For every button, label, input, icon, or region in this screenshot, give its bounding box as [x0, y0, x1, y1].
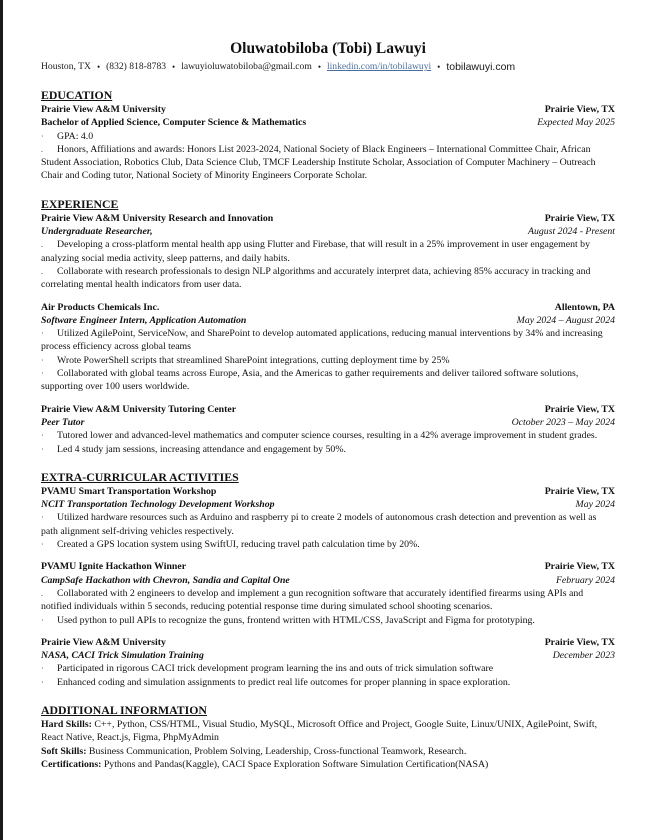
role-title: Peer Tutor: [41, 416, 85, 428]
activity-entry: [41, 636, 615, 689]
org-name: Air Products Chemicals Inc.: [41, 301, 160, 313]
section-title-extracurricular: EXTRA-CURRICULAR ACTIVITIES: [41, 469, 239, 484]
entry-role-row: [41, 649, 615, 662]
entry-role-row: [41, 574, 615, 587]
bullet-text: Participated in rigorous CACI trick development program learning the ins and outs of trick simulation software: [57, 663, 494, 675]
bullet-text: Enhanced coding and simulation assignments to predict real life outcomes for proper planning in space exploration.: [57, 676, 511, 688]
hard-skills-text: C++, Python, CSS/HTML, Visual Studio, MySQL, Microsoft Office and Project, Google Suite, Linux/UNIX, AgilePoint, Swift, React Native, React.js, Figma, PhpMyAdmin: [41, 718, 598, 744]
hard-skills: [41, 718, 615, 745]
location: Houston, TX: [41, 61, 91, 72]
bullet-marker: .: [41, 588, 43, 598]
role-title: Undergraduate Researcher,: [41, 226, 153, 238]
entry-header-row: [41, 560, 615, 573]
list-item: [41, 429, 615, 442]
bullet-text: Wrote PowerShell scripts that streamlined SharePoint integrations, cutting deployment time by 25%: [57, 354, 450, 366]
hard-skills-label: Hard Skills:: [41, 718, 92, 730]
bullet-text: Led 4 study jam sessions, increasing attendance and engagement by 50%.: [57, 443, 346, 455]
org-name: Prairie View A&M University Tutoring Center: [41, 403, 237, 415]
bullet-text: GPA: 4.0: [57, 130, 94, 142]
list-item: [41, 130, 615, 143]
separator-dot: •: [317, 62, 321, 72]
bullet-marker: ·: [41, 131, 44, 141]
role-title: CampSafe Hackathon with Chevron, Sandia and Capital One: [41, 574, 290, 586]
entry-role-row: [41, 314, 615, 327]
role-title: NCIT Transportation Technology Development Workshop: [41, 499, 275, 511]
role-date: February 2024: [555, 574, 615, 586]
bullet-marker: ·: [41, 431, 44, 441]
website-link[interactable]: tobilawuyi.com: [446, 61, 516, 73]
experience-entry: [41, 212, 615, 292]
education-school-row: [41, 103, 615, 116]
role-date: May 2024 – August 2024: [516, 314, 615, 326]
bullet-text: Honors, Affiliations and awards: Honors List 2023-2024, National Society of Black Engineers – International Committee Chair, African Student Association, Robotics Club, Data Science Club, TMCF Leadership Institute Scholar, Association of Computer Machinery – Outreach Chair and Coding tutor, National Society of Minority Engineers Corporate Scholar.: [41, 143, 596, 182]
bullet-marker: ·: [41, 355, 44, 365]
bullet-marker: .: [41, 144, 43, 154]
bullet-marker: ·: [41, 540, 44, 550]
org-name: PVAMU Smart Transportation Workshop: [41, 485, 217, 497]
list-item: [41, 367, 615, 394]
bullet-text: Collaborated with global teams across Europe, Asia, and the Americas to gather requirements and deliver tailored software solutions, supporting over 100 users worldwide.: [41, 368, 579, 393]
experience-entry: [41, 301, 615, 394]
list-item: [41, 587, 615, 614]
school-name: Prairie View A&M University: [41, 104, 166, 115]
section-title-experience: EXPERIENCE: [41, 196, 119, 211]
list-item: [41, 538, 615, 551]
entry-header-row: [41, 485, 615, 498]
bullet-text: Utilized hardware resources such as Arduino and raspberry pi to create 2 models of autonomous crash detection and prevention as well as path alignment self-driving vehicles respectively.: [41, 512, 597, 537]
soft-skills: [41, 745, 615, 758]
bullet-text: Collaborate with research professionals to design NLP algorithms and accurately interpret data, achieving 85% accuracy in tracking and correlating mental health indicators from user data.: [41, 265, 591, 291]
bullet-marker: ·: [41, 513, 44, 523]
bullet-text: Used python to pull APIs to recognize the guns, frontend written with HTML/CSS, JavaScript and Figma for prototyping.: [57, 614, 535, 626]
entry-role-row: [41, 498, 615, 511]
separator-dot: •: [172, 62, 176, 72]
role-date: December 2023: [552, 650, 615, 662]
list-item: [41, 354, 615, 367]
certifications: [41, 758, 615, 771]
entry-header-row: [41, 403, 615, 416]
phone: (832) 818-8783: [106, 61, 167, 72]
org-location: Prairie View, TX: [544, 403, 615, 415]
soft-skills-label: Soft Skills:: [41, 745, 87, 757]
bullet-marker: ·: [41, 615, 44, 625]
entry-header-row: [41, 301, 615, 314]
section-title-education: EDUCATION: [41, 88, 113, 102]
list-item: [41, 238, 615, 265]
list-item: [41, 265, 615, 292]
contact-line: [41, 60, 615, 74]
email[interactable]: lawuyioluwatobiloba@gmail.com: [181, 61, 312, 72]
bullet-text: Developing a cross-platform mental health app using Flutter and Firebase, that will result in a 25% improvement in user engagement by analyzing social media activity, sleep patterns, and daily habits.: [41, 239, 590, 264]
entry-role-row: [41, 416, 615, 429]
bullet-text: Created a GPS location system using SwiftUI, reducing travel path calculation time by 20%.: [57, 539, 420, 551]
org-location: Prairie View, TX: [544, 636, 615, 648]
linkedin-link[interactable]: linkedin.com/in/tobilawuyi: [326, 61, 432, 72]
bullet-marker: ·: [41, 444, 44, 454]
candidate-name: Oluwatobiloba (Tobi) Lawuyi: [230, 40, 426, 57]
entry-header-row: [41, 636, 615, 649]
bullet-marker: ·: [41, 329, 44, 339]
separator-dot: •: [437, 62, 441, 72]
certifications-text: Pythons and Pandas(Kaggle), CACI Space Exploration Software Simulation Certification(NASA): [103, 758, 489, 770]
bullet-text: Utilized AgilePoint, ServiceNow, and SharePoint to develop automated applications, reducing manual interventions by 34% and increasing process efficiency across global teams: [41, 328, 603, 353]
org-name: Prairie View A&M University: [41, 636, 166, 648]
org-location: Prairie View, TX: [544, 485, 615, 497]
entry-header-row: [41, 212, 615, 225]
bullet-marker: .: [41, 240, 43, 250]
bullet-marker: ·: [41, 677, 44, 687]
activity-entry: [41, 560, 615, 626]
org-name: Prairie View A&M University Research and Innovation: [41, 212, 274, 224]
soft-skills-text: Business Communication, Problem Solving, Leadership, Cross-functional Teamwork, Research.: [88, 745, 467, 757]
role-title: NASA, CACI Trick Simulation Training: [41, 650, 204, 662]
degree-date: Expected May 2025: [537, 117, 615, 129]
role-date: May 2024: [575, 499, 615, 511]
school-location: Prairie View, TX: [544, 104, 615, 115]
org-name: PVAMU Ignite Hackathon Winner: [41, 561, 187, 573]
separator-dot: •: [96, 62, 101, 72]
role-date: October 2023 – May 2024: [511, 416, 615, 428]
bullet-text: Collaborated with 2 engineers to develop and implement a gun recognition software that accurately identified firearms using APIs and notified individuals within 5 seconds, reducing potential response time during simulated school shooting scenarios.: [41, 587, 584, 613]
org-location: Prairie View, TX: [544, 561, 615, 573]
list-item: [41, 511, 615, 538]
role-date: August 2024 - Present: [528, 226, 615, 238]
bullet-marker: ·: [41, 664, 44, 674]
bullet-text: Tutored lower and advanced-level mathematics and computer science courses, resulting in a 42% average improvement in student grades.: [57, 430, 598, 442]
list-item: [41, 614, 615, 627]
list-item: [41, 327, 615, 354]
bullet-marker: ·: [41, 369, 44, 379]
resume-page: [41, 40, 615, 771]
org-location: Prairie View, TX: [544, 212, 615, 224]
experience-entry: [41, 403, 615, 456]
education-degree-row: [41, 116, 615, 129]
role-title: Software Engineer Intern, Application Automation: [41, 314, 247, 326]
list-item: [41, 676, 615, 689]
certifications-label: Certifications:: [41, 758, 102, 770]
page-edge: [0, 0, 3, 840]
degree: Bachelor of Applied Science, Computer Science & Mathematics: [41, 117, 307, 129]
list-item: [41, 443, 615, 456]
org-location: Allentown, PA: [554, 301, 615, 313]
activity-entry: [41, 485, 615, 551]
section-title-additional: ADDITIONAL INFORMATION: [41, 702, 207, 717]
list-item: [41, 662, 615, 675]
entry-role-row: [41, 225, 615, 238]
list-item: [41, 143, 615, 183]
bullet-marker: .: [41, 266, 43, 276]
